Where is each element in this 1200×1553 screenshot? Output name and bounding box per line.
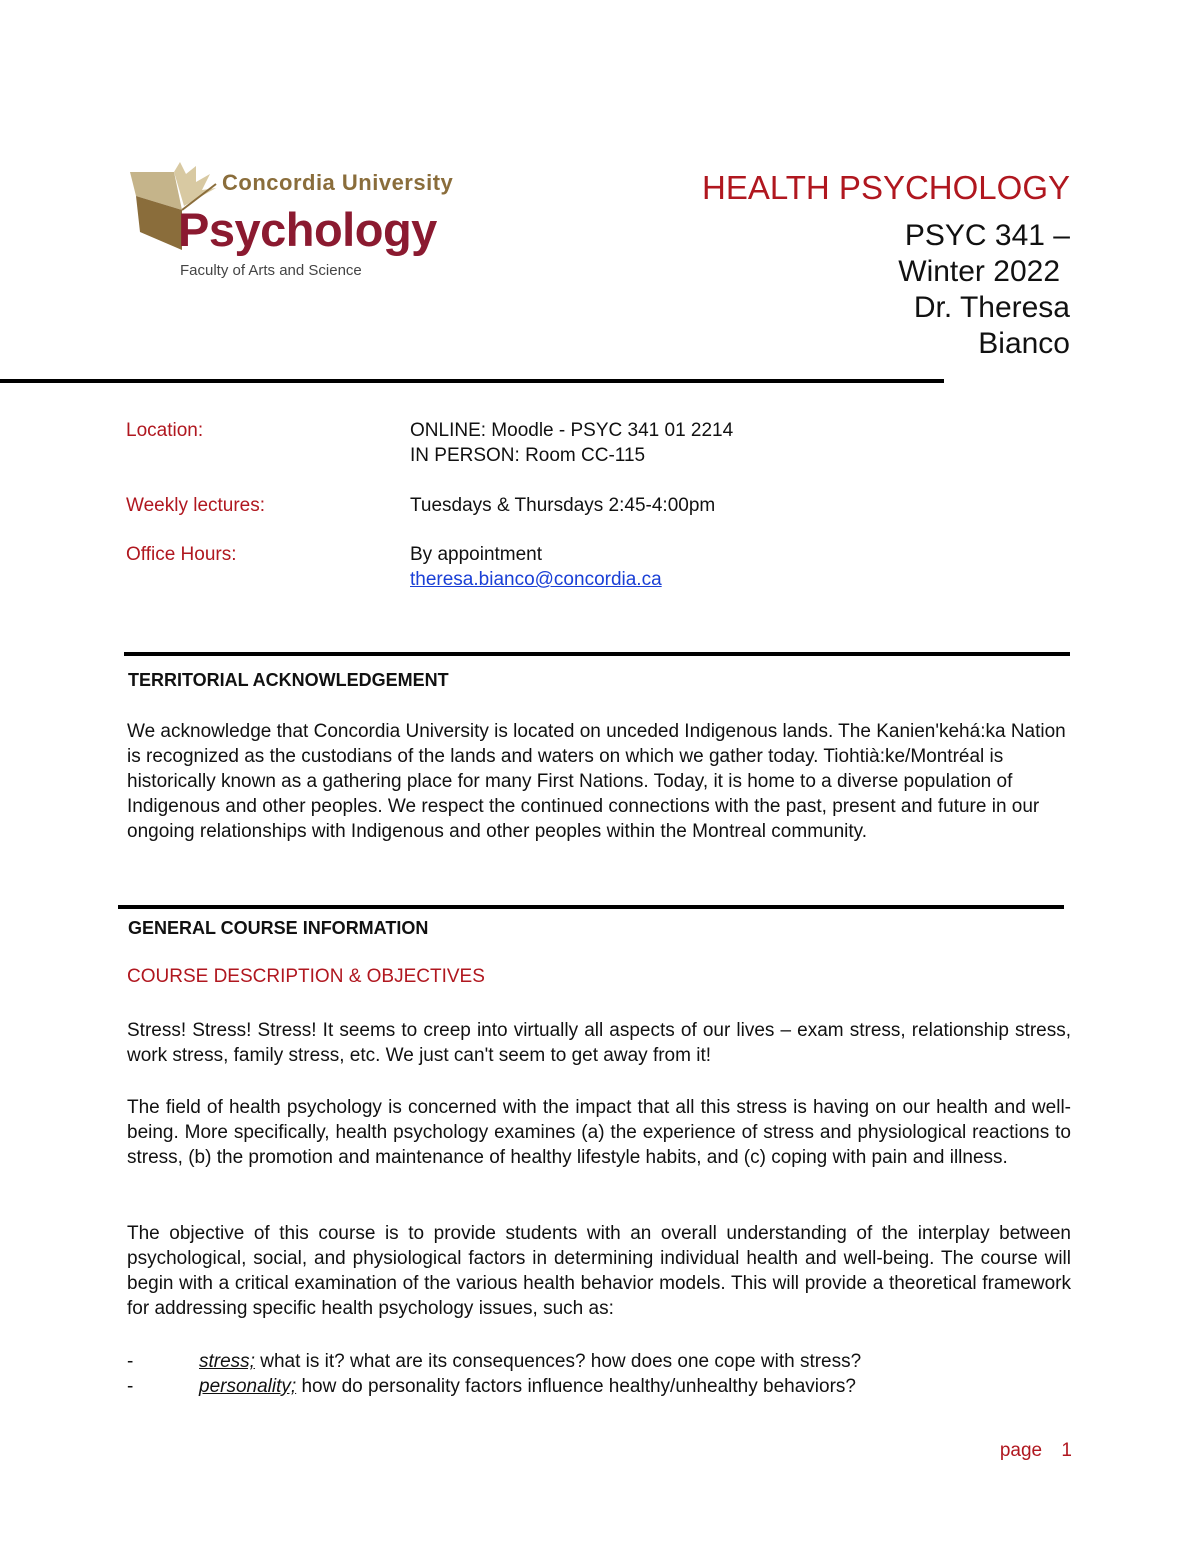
instructor-name-line2: Bianco	[978, 327, 1070, 360]
bullet-term: personality;	[199, 1376, 297, 1397]
list-item	[127, 1374, 856, 1399]
header-divider	[0, 379, 944, 383]
course-description-subheading: COURSE DESCRIPTION & OBJECTIVES	[127, 966, 485, 987]
page-number-value: 1	[1061, 1440, 1072, 1461]
bullet-text: how do personality factors influence healthy/unhealthy behaviors?	[296, 1376, 856, 1397]
general-divider	[118, 905, 1064, 909]
description-paragraph-2: The field of health psychology is concerned with the impact that all this stress is having on our health and well-being. More specifically, health psychology examines (a) the experience of stress and physiological reactions to stress, (b) the promotion and maintenance of healthy lifestyle habits, and (c) coping with pain and illness.	[127, 1097, 1071, 1168]
bullet-dash: -	[127, 1351, 134, 1372]
page-number	[1000, 1440, 1072, 1462]
lectures-value: Tuesdays & Thursdays 2:45-4:00pm	[410, 495, 716, 516]
bullet-dash: -	[127, 1376, 134, 1397]
description-paragraph-3: The objective of this course is to provide students with an overall understanding of the interplay between psychological, social, and physiological factors in determining individual health and well-being. The course will begin with a critical examination of the various health behavior models. This will provide a theoretical framework for addressing specific health psychology issues, such as:	[127, 1223, 1071, 1319]
course-term: Winter 2022	[898, 255, 1060, 288]
logo-faculty-name: Faculty of Arts and Science	[180, 262, 362, 279]
lectures-label: Weekly lectures:	[126, 495, 266, 516]
location-online: ONLINE: Moodle - PSYC 341 01 2214	[410, 420, 734, 441]
territorial-text: We acknowledge that Concordia University is located on unceded Indigenous lands. The Kanien'kehá:ka Nation is recognized as the custodians of the lands and waters on which we gather today. Tiohtià:ke/Montréal is historically known as a gathering place for many First Nations. Today, it is home to a diverse population of Indigenous and other peoples. We respect the continued connections with the past, present and future in our ongoing relationships with Indigenous and other peoples within the Montreal community.	[127, 721, 1066, 842]
bullet-term: stress;	[199, 1351, 255, 1372]
territorial-divider	[124, 652, 1070, 656]
concordia-psychology-logo	[126, 162, 466, 282]
logo-department-name: Psychology	[178, 203, 437, 256]
bullet-text: what is it? what are its consequences? how does one cope with stress?	[254, 1351, 862, 1372]
description-paragraph-1: Stress! Stress! Stress! It seems to creep into virtually all aspects of our lives – exam stress, relationship stress, work stress, family stress, etc. We just can't seem to get away from it!	[127, 1020, 1071, 1066]
course-code: PSYC 341 –	[904, 219, 1070, 252]
office-hours-label: Office Hours:	[126, 544, 237, 565]
logo-university-name: Concordia University	[222, 170, 454, 195]
general-heading: GENERAL COURSE INFORMATION	[128, 918, 429, 938]
location-in-person: IN PERSON: Room CC-115	[410, 445, 646, 466]
instructor-name-line1: Dr. Theresa	[913, 291, 1070, 324]
territorial-heading: TERRITORIAL ACKNOWLEDGEMENT	[128, 670, 449, 690]
page-label: page	[999, 1440, 1043, 1461]
course-title: HEALTH PSYCHOLOGY	[702, 169, 1070, 206]
list-item	[127, 1349, 861, 1374]
instructor-email-link[interactable]: theresa.bianco@concordia.ca	[410, 569, 662, 590]
office-hours-value: By appointment	[410, 544, 543, 565]
location-label: Location:	[126, 420, 204, 441]
course-title-block	[702, 168, 1070, 362]
